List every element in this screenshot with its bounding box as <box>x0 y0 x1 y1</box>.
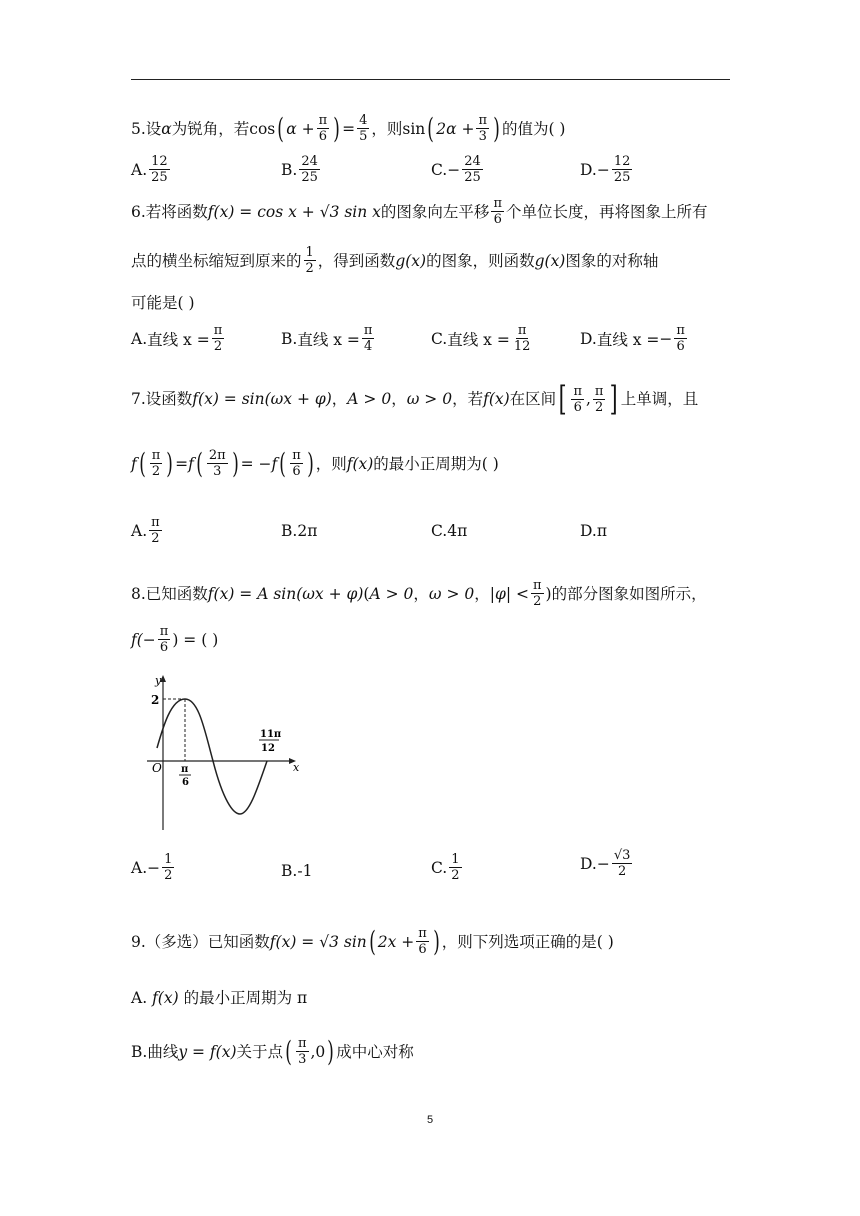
y-axis-label: y <box>155 674 162 687</box>
q5-arg1: α + <box>286 119 315 138</box>
q5-eq: = <box>342 119 356 138</box>
q7-option-a: A. $\frac{\pi}{2}$ <box>131 515 160 546</box>
q6-frac-half: $\frac{1}{2}$ <box>305 245 314 276</box>
q8-option-c: C. $\frac{1}{2}$ <box>431 852 460 883</box>
q5-paren2-open: ( <box>427 111 435 145</box>
question-6-line1: 6.若将函数 f(x) = cos x + √3 sin x 的图象向左平移 $\frac{\pi}{6}$ 个单位长度，再将图象上所有 <box>131 196 708 227</box>
question-5 <box>131 113 565 144</box>
q8-option-b: B. -1 <box>281 862 313 880</box>
question-8-line1: 8.已知函数 f(x) = A sin(ωx + φ) ( A > 0 ， ω > 0 ， |φ| < $\frac{\pi}{2}$ )的部分图象如图所示， <box>131 578 707 609</box>
y-tick-2: 2 <box>151 693 160 707</box>
q5-option-d: D. − $\frac{12}{25}$ <box>580 154 631 185</box>
q5-arg2: 2α + <box>436 119 475 138</box>
q7-option-d: D. π <box>580 522 607 540</box>
q5-frac-pi3: $\frac{\pi}{3}$ <box>478 113 487 144</box>
question-6-line3: 可能是( ) <box>131 294 195 312</box>
q5-sin: sin <box>402 119 426 138</box>
q5-paren2-close: ) <box>493 111 500 145</box>
q9-option-b: B.曲线 y = f(x) 关于点 ( $\frac{\pi}{3}$ ,0 ) 成中心对称 <box>131 1034 414 1068</box>
x-tick-pi-num: π <box>181 764 189 775</box>
q5-paren-close: ) <box>333 111 340 145</box>
q9-option-a: A. f(x) 的最小正周期为 π <box>131 989 308 1007</box>
page-number: 5 <box>426 1114 434 1126</box>
question-9-line1: 9.（多选）已知函数 f(x) = √3 sin ( 2x + $\frac{\pi}{6}$ ) ，则下列选项正确的是( ) <box>131 924 614 958</box>
x-axis-label: x <box>293 761 300 774</box>
q5-mid: 为锐角，若 <box>171 119 250 138</box>
sine-curve <box>157 699 267 814</box>
origin-label: O <box>152 761 162 775</box>
q8-graph-svg <box>143 672 308 834</box>
q5-suffix: 的值为( ) <box>501 119 566 138</box>
question-7-line2: f ( $\frac{\pi}{2}$ ) = f ( $\frac{2\pi}{3}$ ) = − f ( $\frac{\pi}{6}$ ) ，则 f(x) 的最小正周期为( ) <box>131 446 499 480</box>
header-rule <box>131 79 730 80</box>
question-8-line2: f(− $\frac{\pi}{6}$ ) = ( ) <box>131 624 219 655</box>
q6-option-b: B. 直线 x = $\frac{\pi}{4}$ <box>281 323 373 354</box>
q6-option-a: A. 直线 x = $\frac{\pi}{2}$ <box>131 323 223 354</box>
q5-cos: cos <box>249 119 276 138</box>
q5-frac-pi6: $\frac{\pi}{6}$ <box>318 113 328 144</box>
q5-frac-45: $\frac{4}{5}$ <box>359 113 368 144</box>
q5-option-a: A. $\frac{12}{25}$ <box>131 154 168 185</box>
q5-then: ，则 <box>371 119 403 138</box>
q8-option-d: D. − $\frac{√3}{2}$ <box>580 848 631 879</box>
q5-alpha: α <box>161 119 172 138</box>
q8-option-a: A. − $\frac{1}{2}$ <box>131 852 173 883</box>
q6-option-c: C. 直线 x = $\frac{\pi}{12}$ <box>431 323 531 354</box>
q5-option-b: B. $\frac{24}{25}$ <box>281 154 318 185</box>
q5-paren-open: ( <box>277 111 284 145</box>
x-tick-11pi-den: 12 <box>261 743 275 754</box>
question-7-line1: 7.设函数 f(x) = sin(ωx + φ) ， A > 0 ， ω > 0 ，若 f(x) 在区间 [ $\frac{\pi}{6}$ , $\frac{\pi}{2}$ ] 上单调，且 <box>131 379 699 419</box>
q7-option-c: C. 4π <box>431 522 468 540</box>
x-tick-11pi-num: 11π <box>260 729 282 740</box>
x-tick-pi-den: 6 <box>182 777 189 788</box>
q5-option-c: C. − $\frac{24}{25}$ <box>431 154 481 185</box>
q7-option-b: B. 2π <box>281 522 318 540</box>
q6-function: f(x) = cos x + √3 sin x <box>207 202 381 221</box>
q6-option-d: D. 直线 x = − $\frac{\pi}{6}$ <box>580 323 685 354</box>
q6-frac-pi6: $\frac{\pi}{6}$ <box>493 196 502 227</box>
q5-prefix: 5.设 <box>131 119 162 138</box>
question-6-line2: 点的横坐标缩短到原来的 $\frac{1}{2}$ ，得到函数 g(x) 的图象，则函数 g(x) 图象的对称轴 <box>131 245 659 276</box>
q8-graph <box>143 672 308 834</box>
